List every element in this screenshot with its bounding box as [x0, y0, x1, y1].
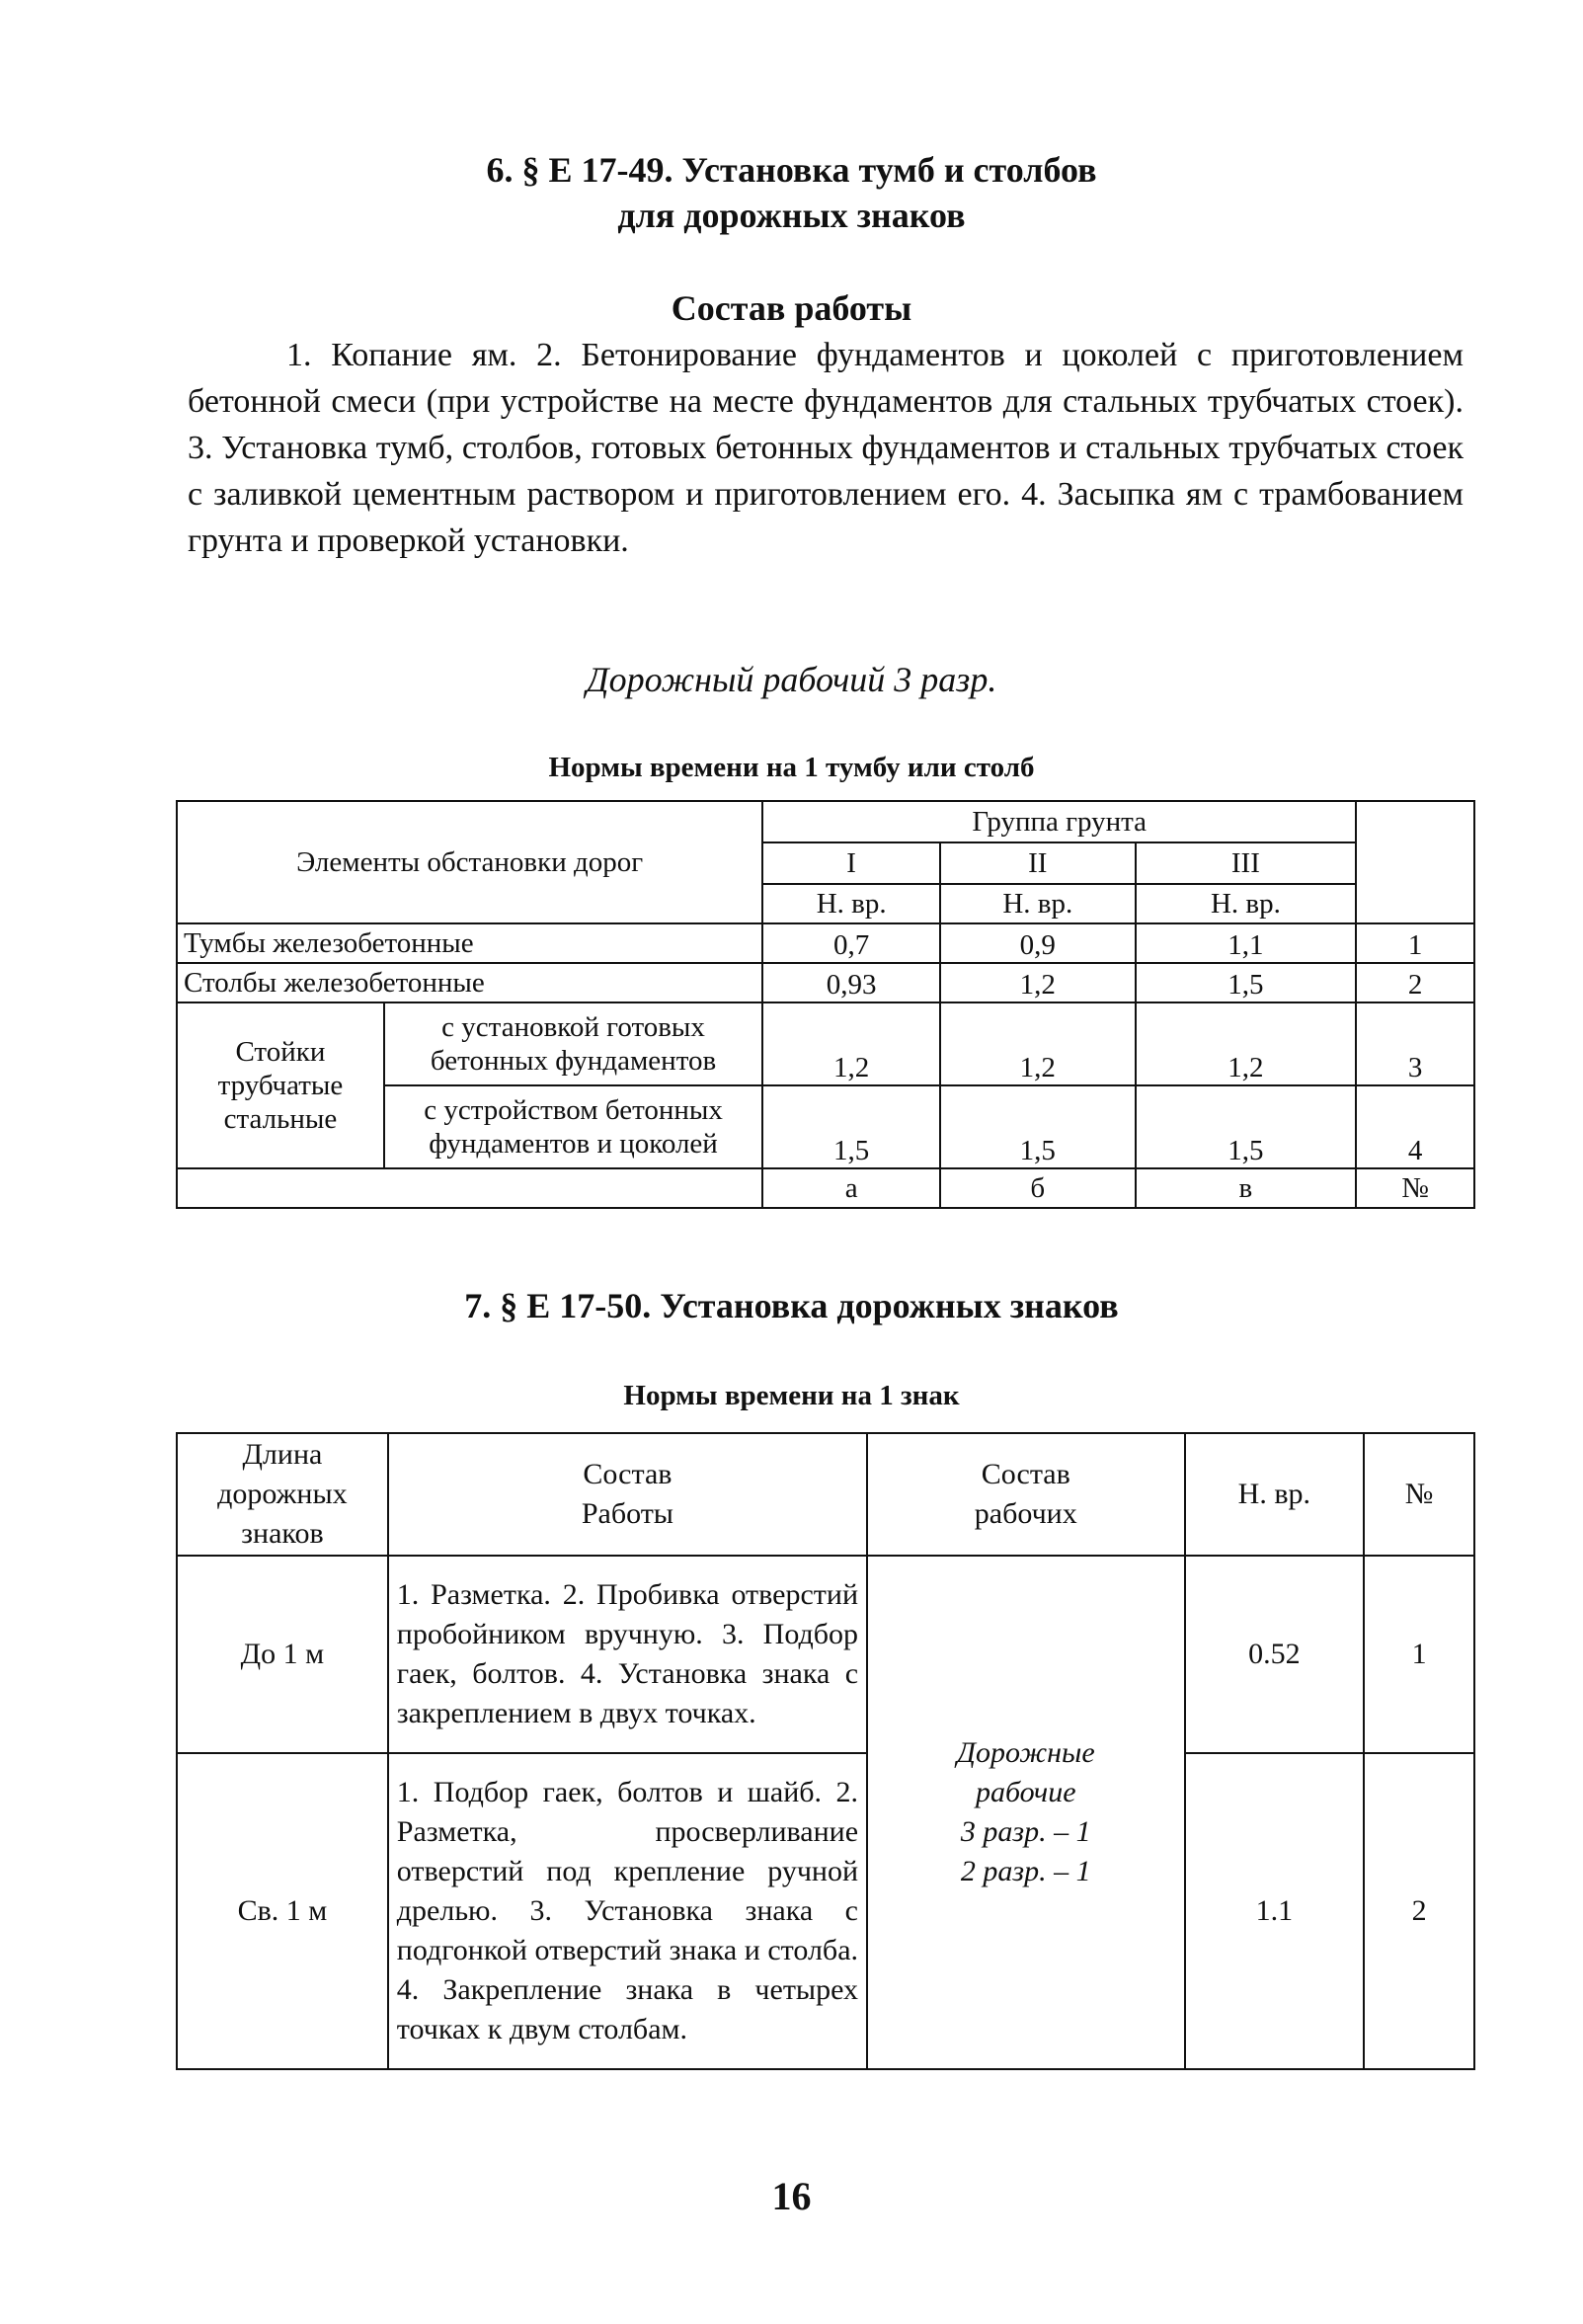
cell-value: 1,5 [762, 1085, 940, 1168]
header-soil-group: Группа грунта [762, 801, 1356, 842]
table-row [177, 1753, 1474, 2069]
footer-letter: в [1136, 1168, 1357, 1208]
header-crew-line2: рабочих [974, 1497, 1077, 1530]
cell-value: 1,5 [1136, 963, 1357, 1002]
stoyki-label: Стойки трубчатые стальные [177, 1002, 384, 1168]
cell-value: 1,5 [1136, 1085, 1357, 1168]
header-crew-line1: Состав [981, 1458, 1070, 1490]
header-work [388, 1433, 867, 1556]
row-number: 2 [1356, 963, 1474, 1002]
cell-value: 1,2 [1136, 1002, 1357, 1085]
footer-number-sign: № [1356, 1168, 1474, 1208]
table-footer-row [177, 1168, 1474, 1208]
row-label: Столбы железобетонные [177, 963, 762, 1002]
cell-value: 0,7 [762, 923, 940, 963]
footer-letter: б [940, 1168, 1136, 1208]
row-length: Св. 1 м [177, 1753, 388, 2069]
header-crew [867, 1433, 1185, 1556]
section7-title: 7. § Е 17-50. Установка дорожных знаков [464, 1286, 1119, 1325]
header-group-1: I [762, 842, 940, 884]
footer-letter: а [762, 1168, 940, 1208]
work-composition-text: 1. Копание ям. 2. Бетонирование фундаментов и цоколей с приготовлением бетонной смеси (при устройстве на месте фундаментов для стальных трубчатых стоек). 3. Установка тумб, столбов, готовых бетонных фундаментов и стальных трубчатых стоек с заливкой цементным раствором и приготовлением его. 4. Засыпка ям с трамбованием грунта и проверкой установки. [188, 337, 1464, 559]
cell-value: 0,93 [762, 963, 940, 1002]
table-row [177, 1556, 1474, 1753]
crew-line3: 3 разр. – 1 [960, 1815, 1091, 1848]
row-number: 1 [1364, 1556, 1474, 1753]
row-number: 4 [1356, 1085, 1474, 1168]
crew-line1: Дорожные [956, 1736, 1095, 1769]
row-norm: 0.52 [1185, 1556, 1365, 1753]
section6-title-line1: 6. § Е 17-49. Установка тумб и столбов [486, 150, 1097, 190]
row-label: с устройством бетонных фундаментов и цоколей [384, 1085, 762, 1168]
work-composition-heading: Состав работы [671, 288, 912, 328]
header-number-blank [1356, 801, 1474, 923]
cell-value: 0,9 [940, 923, 1136, 963]
header-unit-2: Н. вр. [940, 884, 1136, 923]
row-norm: 1.1 [1185, 1753, 1365, 2069]
table-row [177, 963, 1474, 1002]
crew-cell [867, 1556, 1185, 2069]
header-norm: Н. вр. [1185, 1433, 1365, 1556]
header-work-line2: Работы [581, 1497, 673, 1530]
header-unit-3: Н. вр. [1136, 884, 1357, 923]
row-work: 1. Подбор гаек, болтов и шайб. 2. Разметка, просверливание отверстий под крепление ручной дрелью. 3. Установка знака с подгонкой отверстий знака и столба. 4. Закрепление знака в четырех точках к двум столбам. [388, 1753, 867, 2069]
table-time-norms-posts [176, 800, 1475, 1209]
header-group-3: III [1136, 842, 1357, 884]
page-number: 16 [771, 2174, 812, 2218]
worker-grade: Дорожный рабочий 3 разр. [586, 660, 997, 699]
cell-value: 1,2 [762, 1002, 940, 1085]
header-unit-1: Н. вр. [762, 884, 940, 923]
header-work-line1: Состав [583, 1458, 673, 1490]
row-length: До 1 м [177, 1556, 388, 1753]
crew-line4: 2 разр. – 1 [960, 1855, 1091, 1887]
cell-value: 1,1 [1136, 923, 1357, 963]
section6-title-line2: для дорожных знаков [617, 196, 966, 235]
table-row [177, 1002, 1474, 1085]
table-time-norms-signs [176, 1432, 1475, 2070]
cell-value: 1,5 [940, 1085, 1136, 1168]
cell-value: 1,2 [940, 963, 1136, 1002]
row-label: Тумбы железобетонные [177, 923, 762, 963]
footer-blank [177, 1168, 762, 1208]
row-number: 1 [1356, 923, 1474, 963]
table-row [177, 923, 1474, 963]
table2-caption: Нормы времени на 1 знак [623, 1380, 960, 1411]
header-group-2: II [940, 842, 1136, 884]
row-number: 2 [1364, 1753, 1474, 2069]
row-work: 1. Разметка. 2. Пробивка отверстий пробойником вручную. 3. Подбор гаек, болтов. 4. Установка знака с закреплением в двух точках. [388, 1556, 867, 1753]
row-number: 3 [1356, 1002, 1474, 1085]
row-label: с установкой готовых бетонных фундаментов [384, 1002, 762, 1085]
crew-line2: рабочие [975, 1776, 1076, 1808]
cell-value: 1,2 [940, 1002, 1136, 1085]
header-number-sign: № [1364, 1433, 1474, 1556]
header-elements: Элементы обстановки дорог [177, 801, 762, 923]
table1-caption: Нормы времени на 1 тумбу или столб [548, 752, 1035, 783]
header-length: Длина дорожных знаков [177, 1433, 388, 1556]
